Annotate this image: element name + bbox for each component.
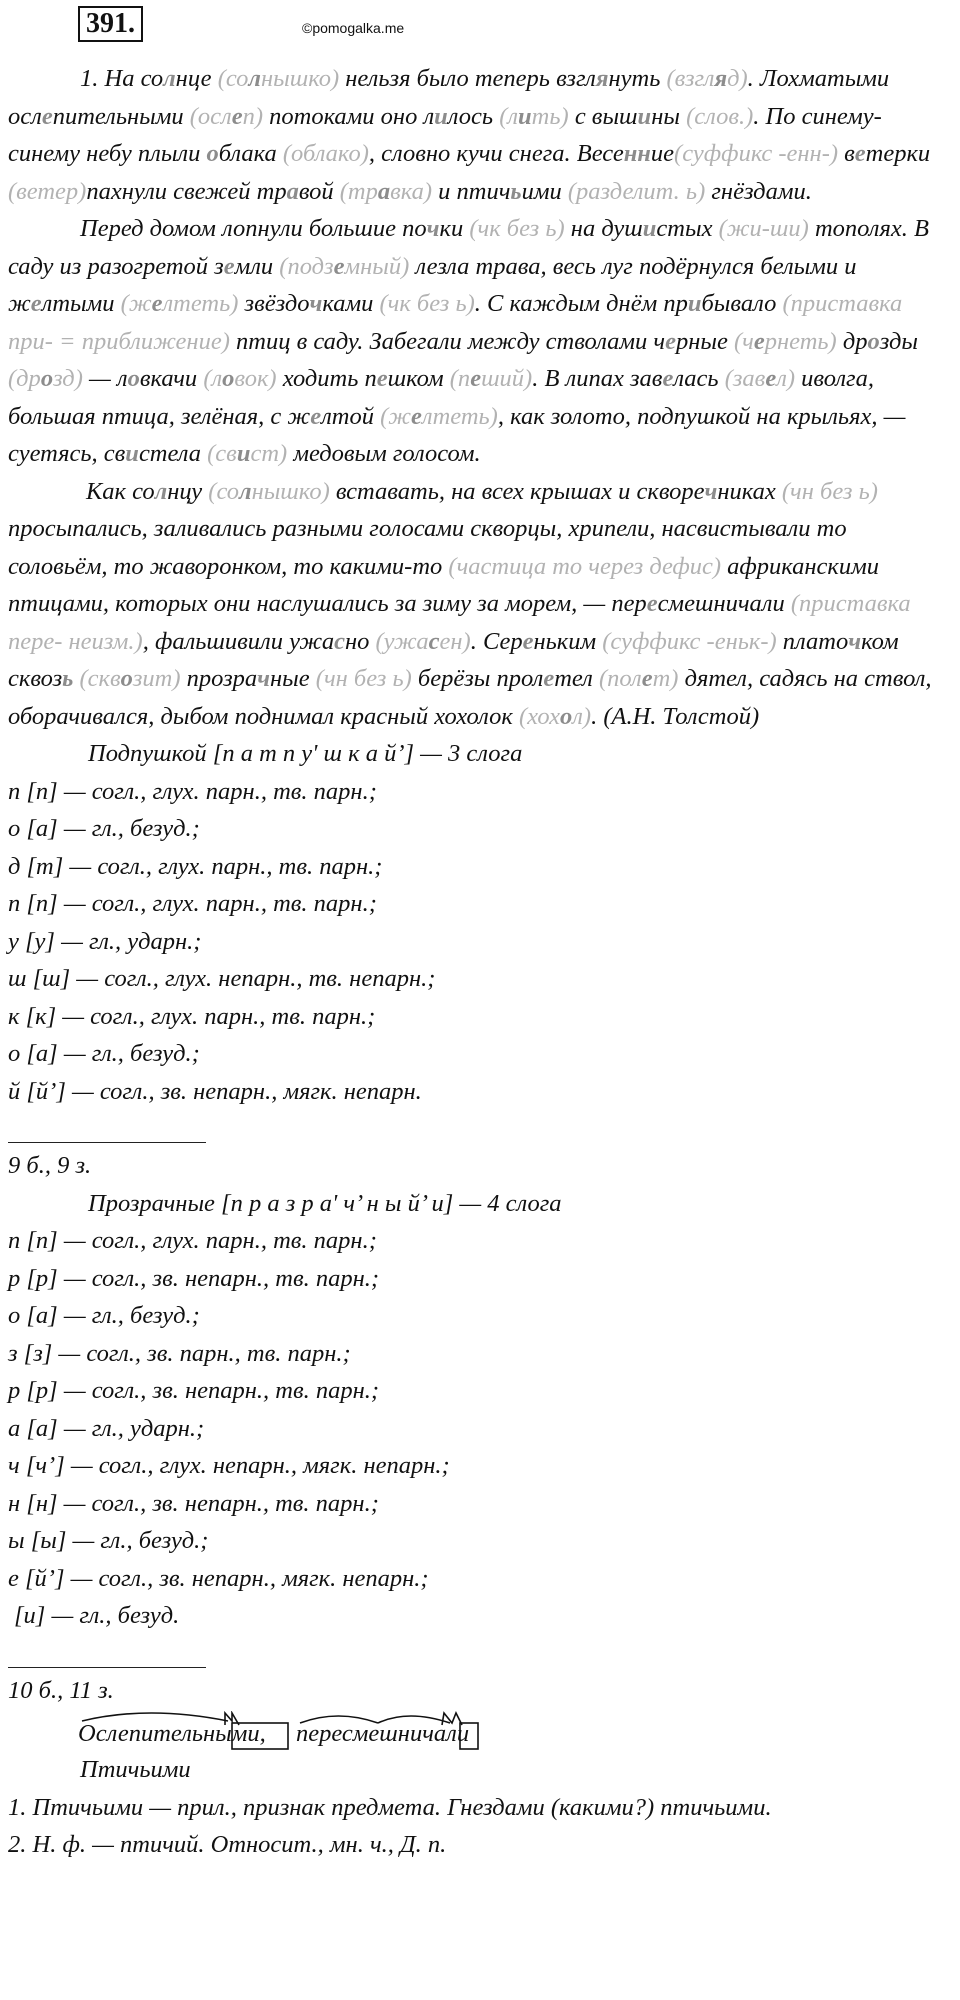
gray-annotation: (суффикс -еньк-) [602,627,777,655]
gray-annotation: (л [499,102,519,130]
gray-annotation: л) [776,365,796,392]
analysis-line: о [а] — гл., безуд.; [8,815,200,842]
gray-annotation: ший) [481,365,533,392]
highlighted-letter: о [127,365,140,392]
highlighted-letter: с [334,627,345,655]
text-segment: иволга, большая птица, зелёная, с ж [8,365,874,430]
gray-annotation: д) [727,65,748,92]
text-segment: Как со [86,477,155,505]
analysis-line: 2. Н. ф. — птичий. Относит., мн. ч., Д. п. [8,1831,447,1858]
gray-annotation: (пол [598,665,642,692]
highlighted-letter: нн [623,140,651,167]
highlighted-letter: о [206,140,219,167]
morpheme-word-2: пересмешничали [296,1720,470,1747]
text-segment: бывало [701,290,783,317]
gray-annotation: блако) [302,140,369,167]
highlighted-letter: е [522,627,534,655]
text-segment: ходить п [276,365,377,392]
text-segment: — л [82,365,128,392]
analysis-line: з [з] — согл., зв. парн., тв. парн.; [8,1339,351,1367]
analysis-line: р [р] — согл., зв. непарн., тв. парн.; [8,1264,380,1292]
text-segment: тел [554,665,599,692]
analysis-line: р [р] — согл., зв. непарн., тв. парн.; [8,1377,380,1404]
divider-line [8,1142,206,1143]
text-segment: в [838,140,855,167]
analysis-line: н [н] — согл., зв. непарн., тв. парн.; [8,1489,379,1517]
highlighted-letter: е [310,402,322,430]
gray-annotation: (чк без ь) [469,215,565,242]
highlighted-letter: ь [510,177,522,205]
highlighted-letter: о [120,665,133,692]
text-segment: , фальшивили ужа [142,627,335,655]
gray-annotation: (л [203,365,223,392]
text-segment: пительными [52,102,190,130]
text-segment: ные [270,665,316,692]
gray-annotation: (ужа [375,627,429,655]
text-segment: ком сквоз [8,627,899,692]
text-segment: лось [447,102,500,130]
highlighted-letter: е [543,665,555,692]
gray-annotation: (слов.) [686,102,754,130]
analysis-line: й [й’] — согл., зв. непарн., мягк. непарн. [8,1077,422,1105]
gray-annotation: вок) [234,365,277,392]
highlighted-letter: о [867,327,880,355]
text-segment: , как золото, подпушкой на крыльях, — суетясь, св [8,402,906,467]
highlighted-letter: е [333,252,345,280]
phonetic-list-2 [8,1222,944,1635]
gray-annotation: ен) [439,627,471,655]
text-segment: африканскими птицами, которых они наслушались за зиму за морем, — пер [8,552,879,617]
text-segment: стых [656,215,719,242]
gray-annotation: (скв [79,665,121,692]
analysis-line: д [т] — согл., глух. парн., тв. парн.; [8,852,383,880]
gray-annotation: (хох [518,702,560,730]
text-paragraph-3 [8,473,944,736]
highlighted-letter: е [854,140,866,167]
highlighted-letter: ь [62,665,74,692]
highlighted-letter: е [765,365,777,392]
gray-annotation: л) [572,702,592,730]
text-segment: ие [650,140,675,167]
highlighted-letter: е [151,290,163,317]
gray-annotation: (зав [724,365,766,392]
text-segment: просыпались, заливались разными голосами скворцы, хрипели, насвистывали то соловьём, то жаворонком, то какими-то [8,515,847,580]
highlighted-letter: л [154,477,168,505]
text-segment: гнёздами. [705,177,812,205]
gray-annotation: (взгл [666,65,715,92]
gray-annotation: мный) [344,252,410,280]
text-segment: ны [651,102,687,130]
text-segment: мли [234,252,280,280]
analysis-line: ч [ч’] — согл., глух. непарн., мягк. непарн.; [8,1452,450,1479]
gray-annotation: вка) [390,177,433,205]
text-segment: . (А.Н. Толстой) [591,702,760,730]
highlighted-letter: и [236,440,251,467]
highlighted-letter: е [411,402,422,430]
gray-annotation: лтеть) [162,290,239,317]
phonetic-total-2: 10 б., 11 з. [8,1676,114,1704]
text-segment: лтыми [41,290,121,317]
gray-annotation: (чн без ь) [781,477,878,505]
text-segment: звёздо [238,290,310,317]
text-segment: но [344,627,376,655]
highlighted-letter: а [377,177,391,205]
gray-annotation: (разделит. ь) [567,177,706,205]
text-segment: медовым голосом. [287,440,481,467]
text-segment: вставать, на всех крышах и скворе [329,477,705,505]
gray-annotation: ть) [531,102,569,130]
text-segment: ньким [533,627,603,655]
gray-annotation: (тр [339,177,378,205]
highlighted-letter: ч [704,477,718,505]
text-segment: зды [879,327,918,355]
phonetic-heading-1: Подпушкой [п а т п у' ш к а й’] — 3 слога [88,740,523,767]
text-segment: Перед домом лопнули большие по [80,215,427,242]
gray-annotation: (св [207,440,237,467]
analysis-line: е [й’] — согл., зв. непарн., мягк. непарн.; [8,1564,429,1592]
gray-annotation: п) [242,102,263,130]
analysis-line: п [п] — согл., глух. парн., тв. парн.; [8,1227,377,1254]
analysis-line: о [а] — гл., безуд.; [8,1040,200,1067]
morph-analysis-list [8,1789,944,1864]
document-body [8,60,944,1864]
gray-annotation: (п [449,365,471,392]
text-segment: берёзы прол [411,665,544,692]
analysis-line: а [а] — гл., ударн.; [8,1414,205,1442]
text-segment: шком [387,365,450,392]
text-segment: . Сер [470,627,523,655]
gray-annotation: (со [217,65,249,92]
highlighted-letter: л [238,477,252,505]
highlighted-letter: е [662,365,674,392]
text-segment: лась [673,365,725,392]
text-segment: нуть [608,65,667,92]
highlighted-letter: е [223,252,235,280]
highlighted-letter: я [714,65,728,92]
gray-annotation: лтеть) [421,402,498,430]
text-segment: лезла трава, весь луг подёрнулся белыми и ж [8,252,857,317]
gray-annotation: (о [282,140,303,167]
highlighted-letter: е [376,365,388,392]
highlighted-letter: а [286,177,299,205]
divider-line [8,1667,206,1668]
text-segment: плато [776,627,849,655]
text-segment: др [836,327,868,355]
highlighted-letter: и [125,440,139,467]
highlighted-letter: л [163,65,176,92]
highlighted-letter: е [646,590,658,617]
highlighted-letter: е [470,365,482,392]
gray-annotation: (жи-ши) [718,215,809,242]
highlighted-letter: и [518,102,532,130]
analysis-line: к [к] — согл., глух. парн., тв. парн.; [8,1002,376,1030]
highlighted-letter: о [560,702,573,730]
text-segment: . Лохматыми осл [8,65,890,130]
morpheme-word-1: Ослепительными, [78,1720,266,1747]
highlighted-letter: я [595,65,609,92]
gray-annotation: рнеть) [764,327,837,355]
analysis-line: ы [ы] — гл., безуд.; [8,1527,209,1554]
text-segment: стела [138,440,208,467]
gray-annotation: (частица то через дефис) [448,552,721,580]
highlighted-letter: о [40,365,54,392]
highlighted-letter: е [30,290,42,317]
text-segment: 1. На со [80,65,164,92]
analysis-line: п [п] — согл., глух. парн., тв. парн.; [8,890,377,917]
analysis-line: п [п] — согл., глух. парн., тв. парн.; [8,777,377,805]
text-paragraph-1 [8,60,944,210]
gray-annotation: (подз [279,252,334,280]
gray-annotation: зд) [53,365,83,392]
text-segment: дятел, садясь на ствол, оборачивался, дыбом поднимал красный хохолок [8,665,932,730]
text-segment: нцу [167,477,209,505]
text-segment: прозра [180,665,258,692]
text-segment: ими [521,177,568,205]
analysis-line: о [а] — гл., безуд.; [8,1302,200,1329]
highlighted-letter: с [428,627,440,655]
gray-annotation: нышко) [260,65,340,92]
text-segment: вкачи [139,365,204,392]
text-segment: никах [717,477,782,505]
highlighted-letter: е [753,327,765,355]
text-segment: пахнули свежей тр [86,177,287,205]
gray-annotation: (приставка при- = приближение) [8,290,903,355]
text-segment: блака [218,140,283,167]
text-segment: . С каждым днём пр [474,290,688,317]
gray-annotation: (суффикс -енн-) [674,140,839,167]
text-segment: ки [439,215,470,242]
gray-annotation: (ж [120,290,152,317]
highlighted-letter: ч [309,290,323,317]
gray-annotation: (осл [189,102,232,130]
gray-annotation: ст) [250,440,288,467]
highlighted-letter: и [642,215,657,242]
exercise-number: 391. [78,6,143,42]
highlighted-letter: л [248,65,261,92]
gray-annotation: (чк без ь) [379,290,475,317]
text-segment: . По синему-синему небу плыли [8,102,882,167]
text-segment: потоками оно л [263,102,435,130]
highlighted-letter: е [641,665,653,692]
phonetic-total-1: 9 б., 9 з. [8,1152,92,1179]
text-segment: на душ [564,215,643,242]
highlighted-letter: и [637,102,652,130]
analysis-line: [и] — гл., безуд. [14,1602,180,1629]
gray-annotation: (ч [734,327,754,355]
highlighted-letter: ч [257,665,271,692]
gray-annotation: т) [652,665,679,692]
text-segment: нельзя было теперь взгл [339,65,596,92]
highlighted-letter: ч [848,627,862,655]
gray-annotation: нышко) [251,477,330,505]
text-segment: птиц в саду. Забегали между стволами ч [229,327,666,355]
gray-annotation: зит) [132,665,181,692]
phonetic-list-1 [8,773,944,1111]
gray-annotation: (ж [380,402,412,430]
text-segment: терки [865,140,931,167]
analysis-line: ш [ш] — согл., глух. непарн., тв. непарн.; [8,965,436,992]
text-segment: . В липах зав [532,365,663,392]
highlighted-letter: и [687,290,702,317]
highlighted-letter: е [231,102,243,130]
text-segment: вой [298,177,340,205]
phonetic-heading-2: Прозрачные [п р а з р а' ч’ н ы й’ и] — 4 слога [88,1189,562,1217]
gray-annotation: (др [8,365,41,392]
gray-annotation: (ветер) [8,177,87,205]
text-segment: рные [676,327,734,355]
text-paragraph-2 [8,210,944,473]
site-watermark: ©pomogalka.me [302,20,405,36]
morpheme-scheme [78,1711,944,1751]
highlighted-letter: ч [426,215,440,242]
analysis-line: 1. Птичьими — прил., признак предмета. Гнездами (какими?) птичьими. [8,1793,772,1821]
gray-annotation: (со [208,477,239,505]
text-segment: и птич [432,177,511,205]
text-segment: тополях. В саду из разогретой з [8,215,929,280]
highlighted-letter: е [41,102,53,130]
text-segment: нце [175,65,218,92]
text-segment: с выш [568,102,638,130]
morph-word: Птичьими [80,1756,191,1783]
highlighted-letter: и [434,102,448,130]
text-segment: смешничали [657,590,791,617]
gray-annotation: (чн без ь) [315,665,412,692]
text-segment: ками [322,290,380,317]
highlighted-letter: о [222,365,235,392]
gray-annotation: (приставка пере- неизм.) [8,590,911,655]
text-segment: лтой [321,402,381,430]
analysis-line: у [у] — гл., ударн.; [8,927,202,955]
text-segment: , словно кучи снега. Весе [368,140,624,167]
highlighted-letter: е [665,327,676,355]
